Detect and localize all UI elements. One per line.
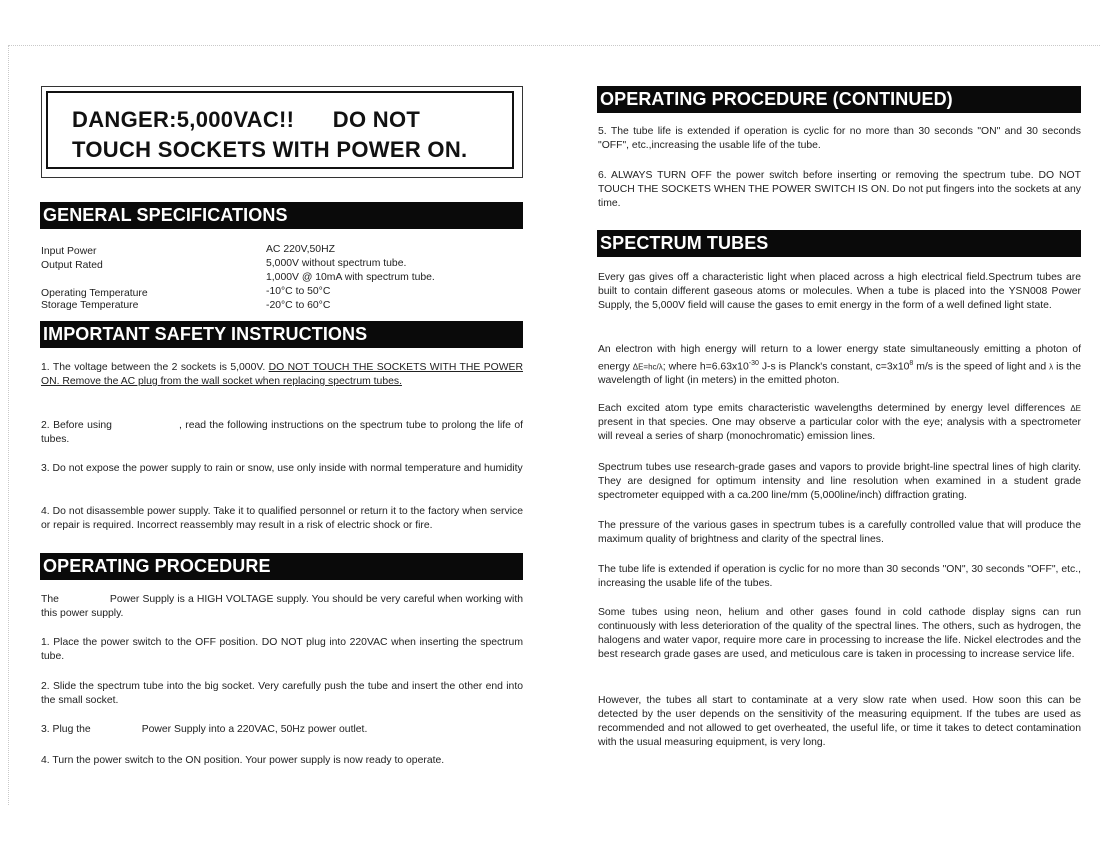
safety-item-1-warning: DO NOT TOUCH THE SOCKETS WITH THE POWER ON. Remove the AC plug from the wall socket when replacing spectrum tubes. [41,362,523,387]
general-specifications-heading: GENERAL SPECIFICATIONS [40,202,523,229]
spectrum-p2-part-d: m/s is the speed of light and [913,361,1050,373]
danger-warning-line-1: DANGER:5,000VAC!! DO NOT [72,107,421,132]
page-edge-top [8,45,1100,46]
spec-label-input-power: Input Power [41,246,97,257]
safety-item-2 [41,419,523,447]
operating-intro-start: The [41,594,59,605]
spectrum-paragraph-1: Every gas gives off a characteristic light when placed across a high electrical field.Spectrum tubes are built to contain different gaseous atoms or molecules. When a tube is placed into the YSN008 Power Supply, the 5,000V field will cause the gases to emit energy in the form of a well defined light state. [598,272,1081,311]
spec-value-storage-temp: -20°C to 60°C [266,300,331,311]
safety-item-4: 4. Do not disassemble power supply. Take it to qualified personnel or return it to the factory when service or repair is required. Incorrect reassembly may result in a risk of electric shock or fire. [41,506,523,531]
spectrum-p2-energy-formula: ΔE=hc/λ [632,362,663,372]
operating-step-3-end: Power Supply into a 220VAC, 50Hz power outlet. [141,724,368,735]
spectrum-p2-part-e: is the wavelength of light (in meters) in the emitted photon. [598,361,1081,387]
spectrum-paragraph-8: However, the tubes all start to contaminate at a very slow rate when used. How soon this can be detected by the user depends on the sensitivity of the measuring equipment. If the tubes are used as recommended and not allowed to get overheated, the useful life, or time it takes to detect contamination with the usual measuring equipment, is very long. [598,695,1081,748]
safety-item-2-end: , read the following instructions on the spectrum tube to prolong the life of tubes. [41,420,523,445]
spec-value-output-rated: 5,000V without spectrum tube. [266,258,407,269]
spectrum-p2-lambda: λ [1049,362,1054,372]
safety-item-2-start: 2. Before using [41,420,112,431]
spectrum-p2-part-a: An electron with high energy will return to a lower energy state simultaneously emitting a photon of energy [598,344,1081,373]
spec-label-operating-temp: Operating Temperature [41,288,148,299]
spec-label-output-rated: Output Rated [41,260,103,271]
spectrum-paragraph-4: Spectrum tubes use research-grade gases and vapors to provide bright-line spectral lines of high clarity. They are designed for optimum intensity and line resolution when examined in a student grade spectrometer equipped with a ca.200 line/mm (5,000line/inch) diffraction grating. [598,462,1081,501]
operating-step-3 [41,723,523,737]
operating-step-6: 6. ALWAYS TURN OFF the power switch before inserting or removing the spectrum tube. DO NOT TOUCH THE SOCKETS WHEN THE POWER SWITCH IS ON. Do not put fingers into the sockets at any time. [598,170,1081,209]
operating-step-1: 1. Place the power switch to the OFF position. DO NOT plug into 220VAC when inserting the spectrum tube. [41,637,523,662]
spec-value-input-power: AC 220V,50HZ [266,244,335,255]
operating-step-5: 5. The tube life is extended if operation is cyclic for no more than 30 seconds "ON" and 30 seconds "OFF", etc.,increasing the usable life of the tube. [598,126,1081,151]
spectrum-paragraph-5: The pressure of the various gases in spectrum tubes is a carefully controlled value that will produce the maximum quality of brightness and clarity of the spectral lines. [598,520,1081,545]
operating-step-2: 2. Slide the spectrum tube into the big socket. Very carefully push the tube and insert the other end into the small socket. [41,681,523,706]
spectrum-p2-exponent-2: 8 [909,360,914,367]
danger-warning-frame [46,91,514,169]
danger-warning-line-2: TOUCH SOCKETS WITH POWER ON. [72,137,468,162]
spectrum-p2-part-b: ; where h=6.63x10 [662,361,749,373]
safety-item-1-text: 1. The voltage between the 2 sockets is 5,000V. [41,362,269,373]
operating-procedure-heading: OPERATING PROCEDURE [40,553,523,580]
safety-item-3: 3. Do not expose the power supply to rain or snow, use only inside with normal temperature and humidity [41,463,523,474]
spectrum-p3-part-a: Each excited atom type emits characteristic wavelengths determined by energy level differences [598,403,1071,414]
page-edge-left [8,45,9,805]
safety-instructions-heading: IMPORTANT SAFETY INSTRUCTIONS [40,321,523,348]
spec-label-storage-temp: Storage Temperature [41,300,139,311]
spectrum-p3-delta-e: ΔE [1070,404,1081,413]
spectrum-paragraph-2 [598,343,1081,388]
spectrum-p2-exponent-1: -30 [748,360,759,367]
spectrum-p2-part-c: J-s is Planck's constant, c=3x10 [758,361,910,373]
spectrum-tubes-heading: SPECTRUM TUBES [597,230,1081,257]
spectrum-paragraph-7: Some tubes using neon, helium and other gases found in cold cathode display signs can run continuously with less deterioration of the quality of the spectral lines. The others, such as hydrogen, the halogens and water vapor, require more care in processing to increase the life. Nickel electrodes and the best research grade gases are used, and meticulous care is taken in processing to increase service life. [598,607,1081,660]
spectrum-paragraph-6: The tube life is extended if operation is cyclic for no more than 30 seconds "ON", 30 seconds "OFF", etc., increasing the usable life of the tubes. [598,564,1081,589]
spectrum-p3-part-b: present in that species. One may observe a particular color with the eye; analysis with a spectrometer will reveal a series of sharp (monochromatic) emission lines. [598,417,1081,442]
safety-item-1 [41,361,523,389]
spec-value-operating-temp: -10°C to 50°C [266,286,331,297]
operating-continued-heading: OPERATING PROCEDURE (CONTINUED) [597,86,1081,113]
danger-warning-box [41,86,523,178]
operating-step-4: 4. Turn the power switch to the ON position. Your power supply is now ready to operate. [41,755,445,766]
spec-value-output-rated-2: 1,000V @ 10mA with spectrum tube. [266,272,435,283]
operating-step-3-start: 3. Plug the [41,724,91,735]
operating-intro-end: Power Supply is a HIGH VOLTAGE supply. You should be very careful when working with this power supply. [41,594,523,619]
operating-intro [41,593,523,621]
spectrum-paragraph-3 [598,402,1081,444]
